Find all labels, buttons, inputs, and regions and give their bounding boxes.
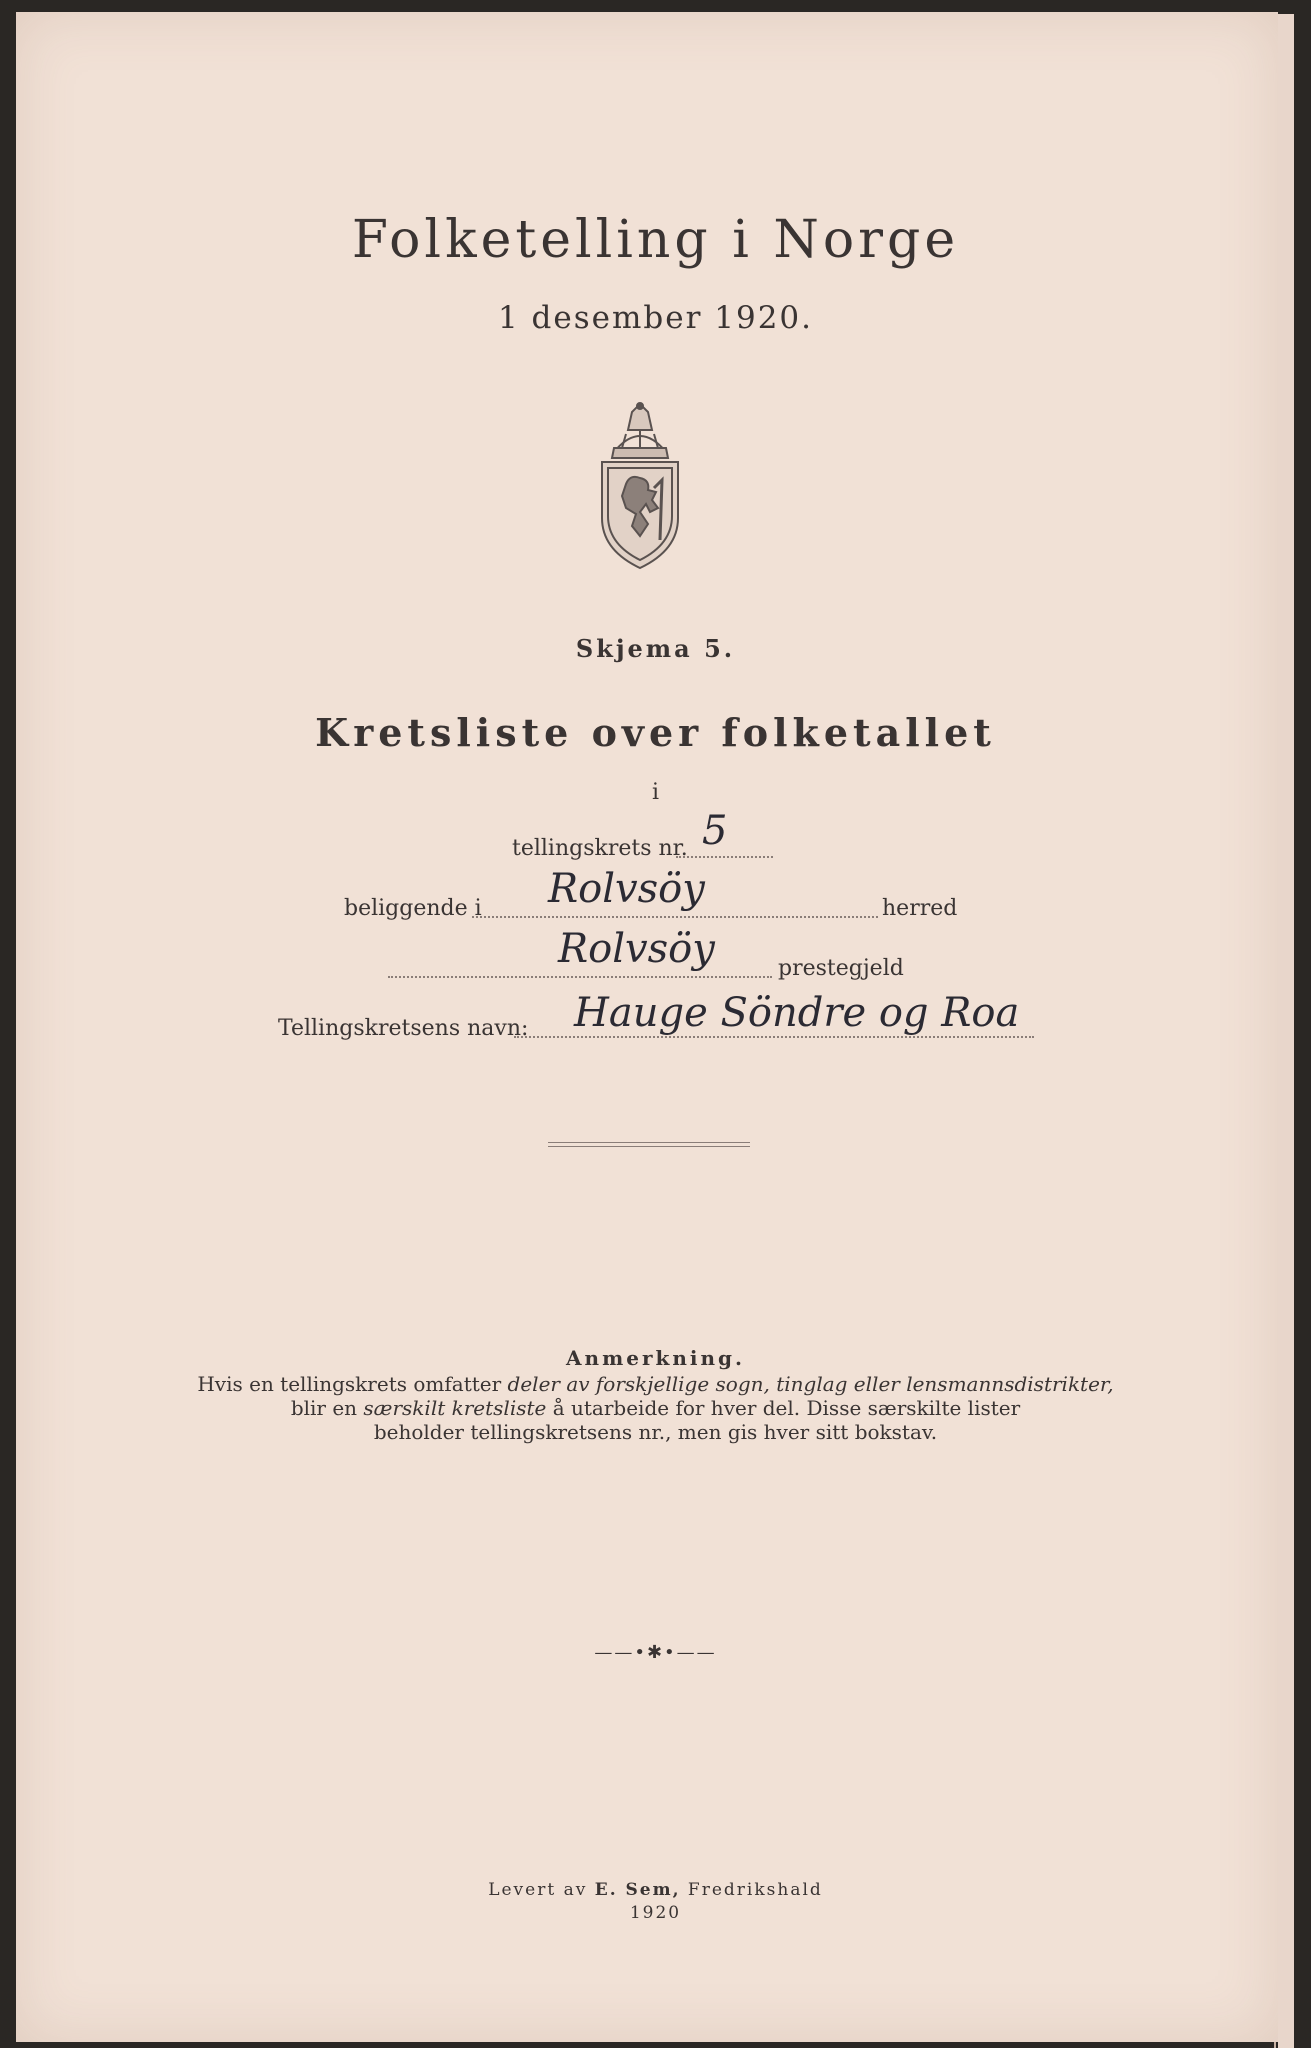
note-line-2-tail: å utarbeide for hver del. Disse særskilte lister [546,1396,1021,1420]
section-divider [548,1142,750,1147]
navn-value: Hauge Söndre og Roa [574,990,1020,1036]
note-line-2-emphasis: særskilt kretsliste [363,1396,547,1420]
printer-place: Fredrikshald [680,1880,823,1900]
printer-year: 1920 [629,1903,682,1923]
printer-name: E. Sem, [594,1880,681,1900]
krets-label: tellingskrets nr. [512,836,688,861]
note-line-1-emphasis: deler av forskjellige sogn, tinglag eller lensmannsdistrikter, [507,1372,1114,1396]
note-heading: Anmerkning. [566,1346,745,1370]
note-line-1 [0,1372,1311,1396]
ornament-divider: ——•✱•—— [594,1642,717,1663]
navn-dotted-line [514,1036,1034,1038]
document-title: Folketelling i Norge [351,210,960,270]
note-line-1-text: Hvis en tellingskrets omfatter [197,1372,508,1396]
note-line-3: beholder tellingskretsens nr., men gis hver sitt bokstav. [373,1420,938,1444]
prestegjeld-dotted-line [388,976,772,978]
herred-label: herred [882,896,958,921]
beliggende-label: beliggende i [344,896,482,921]
schema-number: Skjema 5. [575,634,736,663]
document-date: 1 desember 1920. [497,300,814,336]
printer-prefix: Levert av [488,1880,595,1900]
note-line-2 [0,1396,1311,1420]
herred-value: Rolvsöy [548,866,705,912]
form-heading: Kretsliste over folketallet [315,710,996,755]
krets-dotted-line [676,856,773,858]
herred-dotted-line [472,916,878,918]
norwegian-coat-of-arms-icon [592,400,688,570]
note-line-2-text: blir en [290,1396,364,1420]
printer-credit [0,1880,1311,1900]
prestegjeld-value: Rolvsöy [558,926,715,972]
prestegjeld-label: prestegjeld [778,956,904,981]
krets-number-value: 5 [702,808,728,854]
navn-label: Tellingskretsens navn: [278,1016,529,1041]
form-connector: i [651,780,660,805]
